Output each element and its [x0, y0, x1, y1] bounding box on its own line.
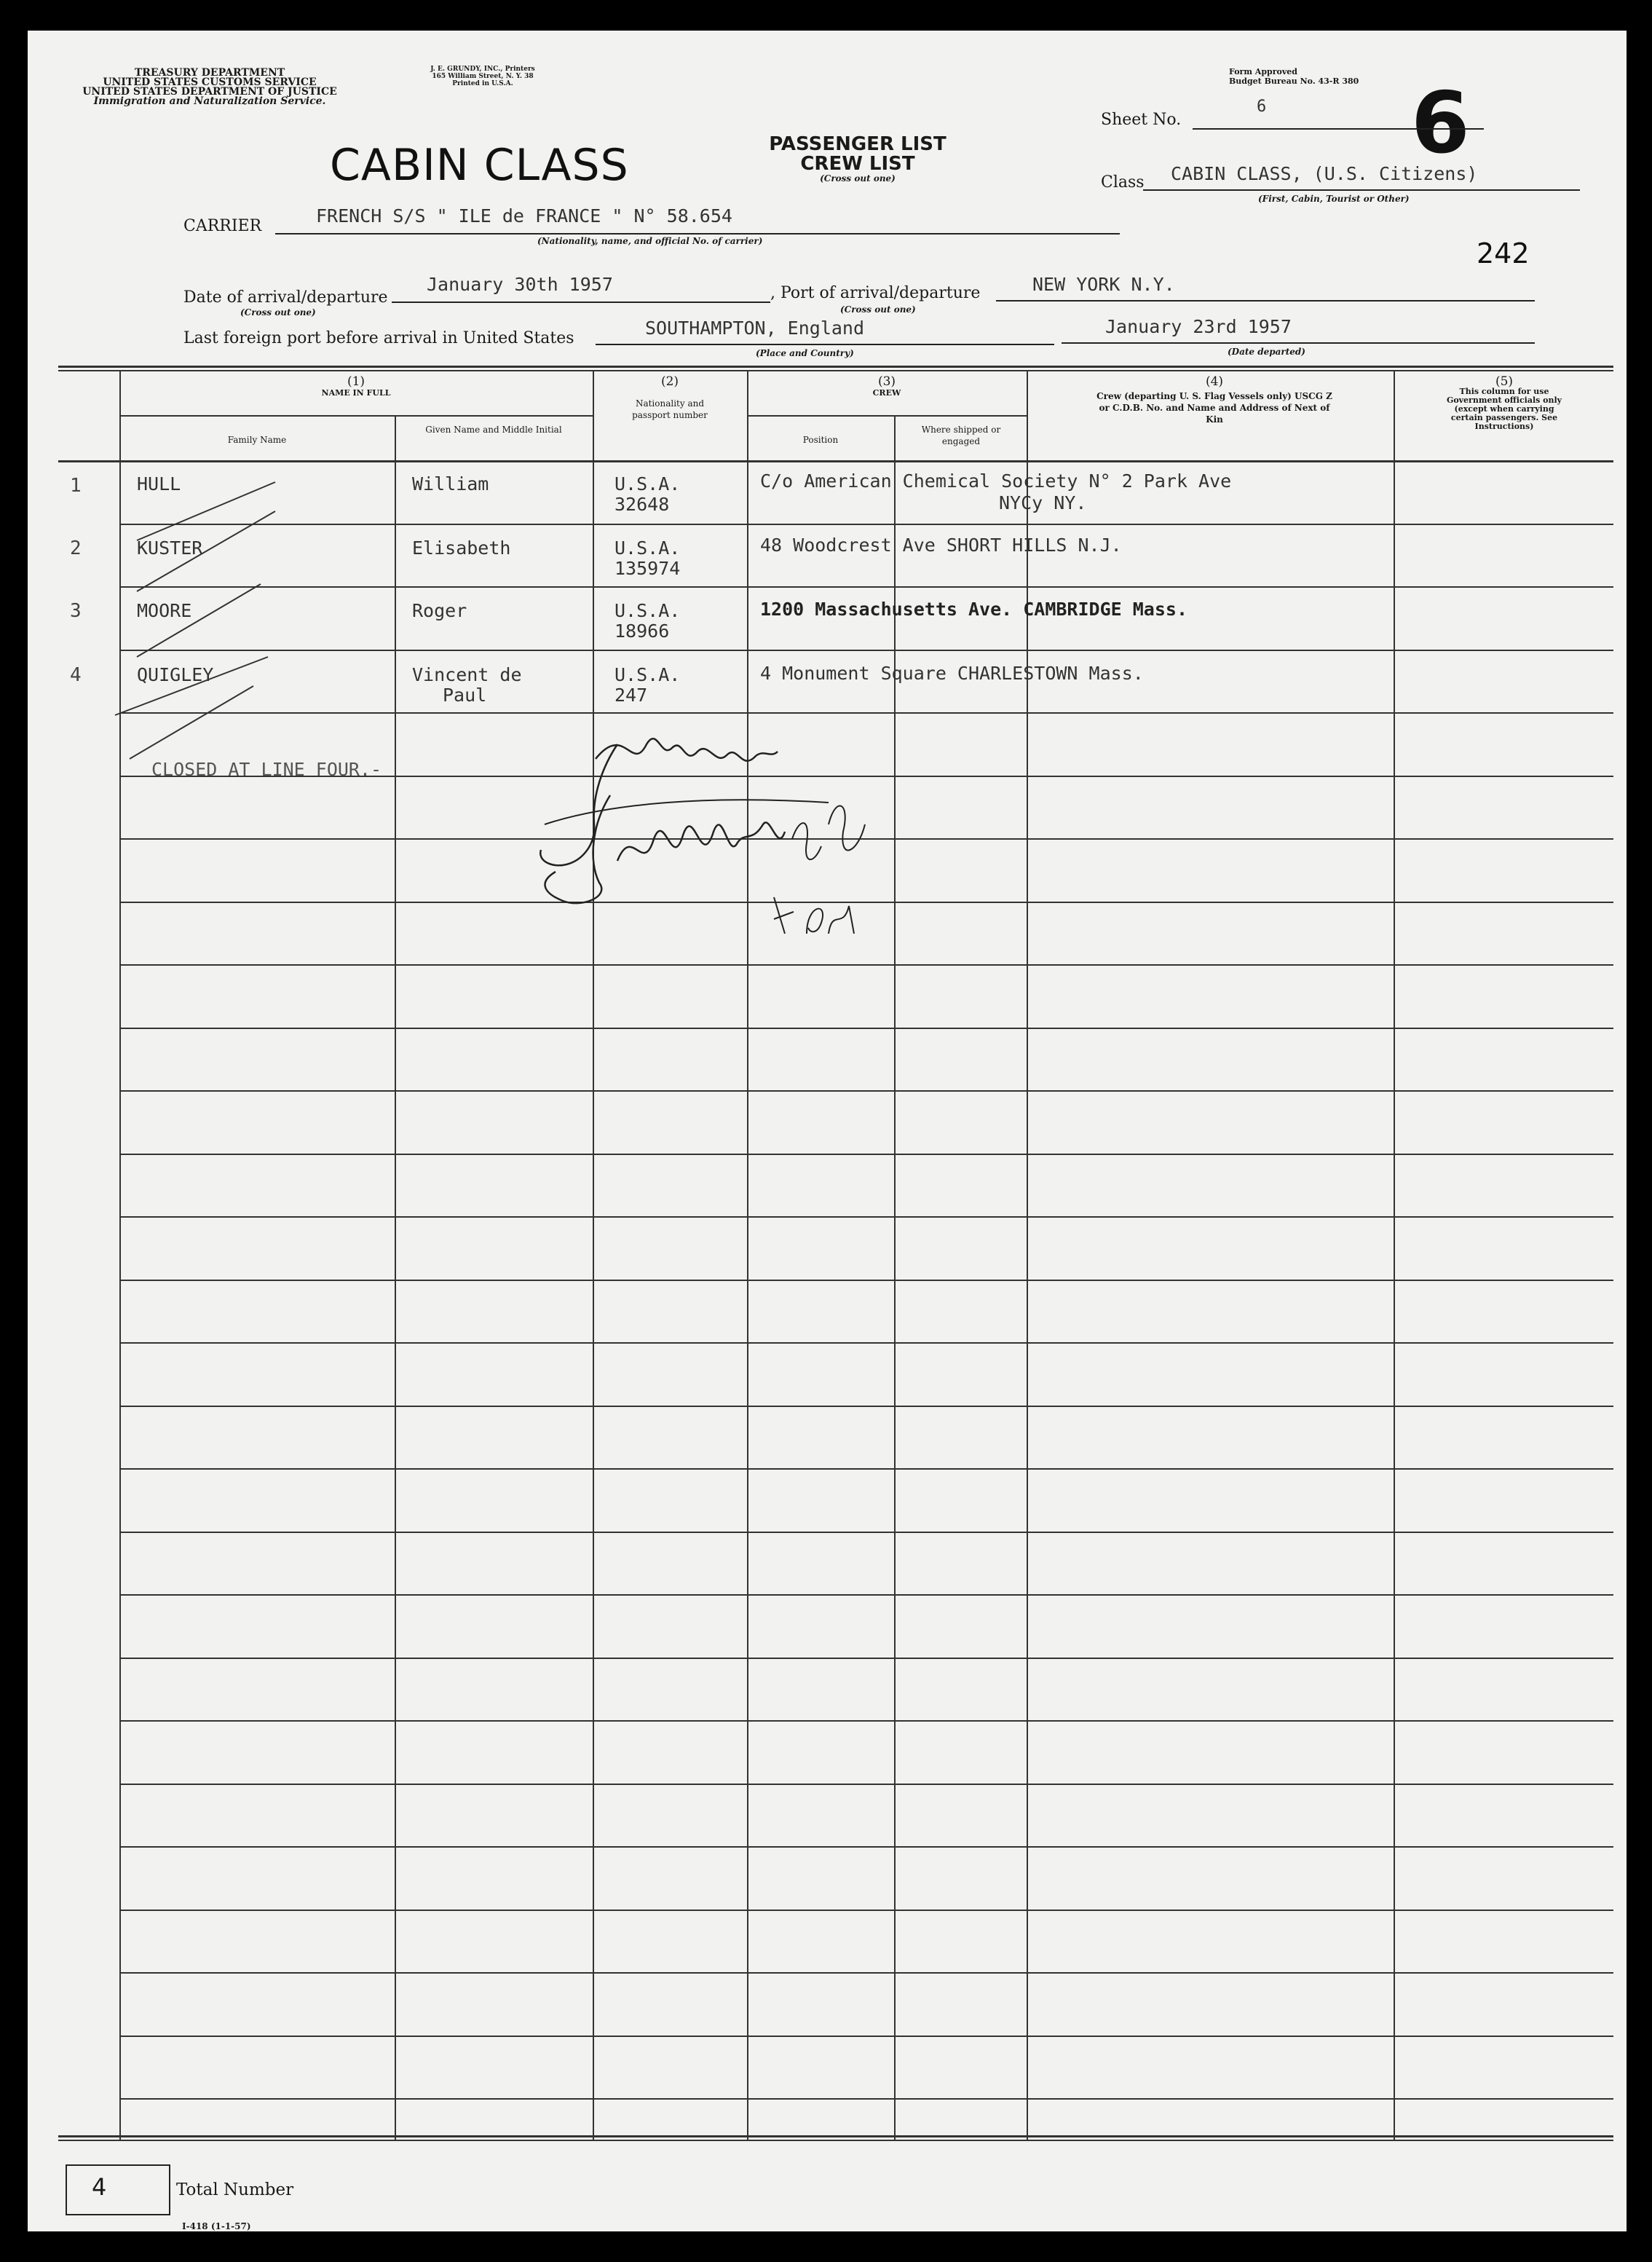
last-port-value: SOUTHAMPTON, England: [645, 318, 865, 339]
total-label: Total Number: [176, 2180, 294, 2199]
passport-number: 32648: [614, 494, 670, 515]
printer-line: 165 William Street, N. Y. 38: [432, 73, 534, 80]
date-value: January 30th 1957: [427, 274, 613, 295]
form-code: I-418 (1-1-57): [182, 2221, 251, 2231]
closed-note: CLOSED AT LINE FOUR.-: [151, 759, 382, 780]
row-rule: [119, 2098, 1613, 2100]
row-rule: [119, 1846, 1613, 1848]
agency-line: Immigration and Naturalization Service.: [93, 95, 326, 107]
row-number: 1: [70, 475, 82, 497]
agency-line: UNITED STATES DEPARTMENT OF JUSTICE: [82, 86, 337, 98]
row-rule: [119, 1406, 1613, 1407]
family-name: HULL: [137, 473, 181, 494]
class-label: Class: [1101, 173, 1145, 192]
row-rule: [119, 1342, 1613, 1344]
given-name: Vincent de: [412, 664, 522, 685]
family-name: MOORE: [137, 600, 192, 621]
printer-line: J. E. GRUNDY, INC., Printers: [430, 66, 535, 73]
row-rule: [119, 1784, 1613, 1785]
given-name: William: [412, 473, 489, 494]
sheet-typed: 6: [1257, 98, 1267, 116]
col3-title: CREW: [872, 388, 901, 398]
port-cross-caption: (Cross out one): [840, 304, 916, 315]
carrier-label: CARRIER: [183, 217, 262, 235]
page-number-stamp: 242: [1477, 237, 1530, 269]
col4-title: Crew (departing U. S. Flag Vessels only) USCG Z or C.D.B. No. and Name and Address of Next of Kin: [1096, 391, 1332, 425]
sheet-big-number: 6: [1411, 74, 1470, 173]
table-bottom-rule: [58, 2135, 1613, 2137]
col4-number: (4): [1205, 374, 1224, 389]
sheet-label: Sheet No.: [1101, 111, 1182, 129]
family-name: KUSTER: [137, 537, 203, 559]
nationality: U.S.A.: [614, 664, 681, 685]
row-rule: [119, 1154, 1613, 1155]
row-rule: [119, 1658, 1613, 1659]
class-value: CABIN CLASS, (U.S. Citizens): [1171, 163, 1478, 184]
col3b-header: Where shipped or engaged: [921, 425, 1001, 446]
form-approved-line: Budget Bureau No. 43-R 380: [1229, 76, 1359, 86]
family-name: QUIGLEY: [137, 664, 214, 685]
printer-line: Printed in U.S.A.: [452, 80, 513, 87]
passenger-list-title: PASSENGER LIST: [769, 133, 946, 155]
row-rule: [119, 1090, 1613, 1092]
passport-number: 247: [614, 685, 648, 706]
col1-number: (1): [347, 374, 365, 389]
agency-line: TREASURY DEPARTMENT: [134, 67, 285, 79]
col5-title: This column for use Government officials only (except when carrying certain passengers. See Instructions): [1446, 387, 1562, 431]
given-name-cont: Paul: [443, 685, 487, 706]
address: 1200 Massachusetts Ave. CAMBRIDGE Mass.: [760, 599, 1187, 620]
form-approved-line: Form Approved: [1229, 67, 1297, 76]
col1b-header: Given Name and Middle Initial: [425, 425, 562, 435]
address: C/o American Chemical Society N° 2 Park Ave: [760, 470, 1232, 492]
row-number: 3: [70, 600, 82, 622]
carrier-value: FRENCH S/S " ILE de FRANCE " N° 58.654: [316, 205, 732, 226]
row-rule: [119, 1532, 1613, 1533]
total-box: [66, 2164, 170, 2215]
col5-number: (5): [1495, 374, 1514, 389]
name-strike-marks: [28, 31, 1627, 832]
row-rule: [119, 1028, 1613, 1029]
table-bottom-rule-2: [58, 2140, 1613, 2141]
address-cont: NYCy NY.: [999, 492, 1087, 513]
class-stamp: CABIN CLASS: [330, 140, 629, 191]
row-rule: [119, 1594, 1613, 1596]
col2-title: Nationality and passport number: [632, 398, 708, 420]
port-label: , Port of arrival/departure: [770, 284, 981, 302]
cross-out-caption: (Cross out one): [820, 173, 896, 184]
crew-list-title: CREW LIST: [800, 153, 915, 175]
address: 4 Monument Square CHARLESTOWN Mass.: [760, 663, 1144, 684]
carrier-caption: (Nationality, name, and official No. of carrier): [537, 236, 763, 246]
row-rule: [119, 1720, 1613, 1722]
port-value: NEW YORK N.Y.: [1032, 274, 1175, 295]
total-value: 4: [92, 2173, 107, 2201]
inspector-signature: [523, 715, 989, 963]
address: 48 Woodcrest Ave SHORT HILLS N.J.: [760, 535, 1122, 556]
row-number: 4: [70, 664, 82, 686]
form-sheet: [28, 31, 1627, 2231]
row-rule: [119, 1468, 1613, 1470]
row-rule: [119, 2036, 1613, 2037]
row-rule: [119, 1280, 1613, 1281]
last-port-caption: (Place and Country): [756, 348, 854, 358]
date-departed-value: January 23rd 1957: [1105, 316, 1292, 337]
class-caption: (First, Cabin, Tourist or Other): [1258, 194, 1410, 204]
row-rule: [119, 1216, 1613, 1218]
agency-line: UNITED STATES CUSTOMS SERVICE: [103, 76, 317, 88]
given-name: Roger: [412, 600, 467, 621]
row-number: 2: [70, 537, 82, 559]
date-cross-caption: (Cross out one): [240, 307, 316, 318]
row-rule: [119, 1972, 1613, 1974]
passport-number: 135974: [614, 558, 681, 579]
row-rule: [119, 964, 1613, 966]
date-label: Date of arrival/departure: [183, 288, 388, 307]
nationality: U.S.A.: [614, 600, 681, 621]
col1-title: NAME IN FULL: [321, 388, 391, 398]
last-port-label: Last foreign port before arrival in United States: [183, 329, 574, 347]
col1a-header: Family Name: [227, 435, 287, 445]
passport-number: 18966: [614, 620, 670, 642]
col3-number: (3): [877, 374, 896, 389]
row-rule: [119, 1910, 1613, 1911]
col2-number: (2): [660, 374, 679, 389]
nationality: U.S.A.: [614, 473, 681, 494]
date-departed-caption: (Date departed): [1228, 347, 1305, 357]
given-name: Elisabeth: [412, 537, 511, 559]
nationality: U.S.A.: [614, 537, 681, 559]
col3a-header: Position: [802, 435, 839, 445]
